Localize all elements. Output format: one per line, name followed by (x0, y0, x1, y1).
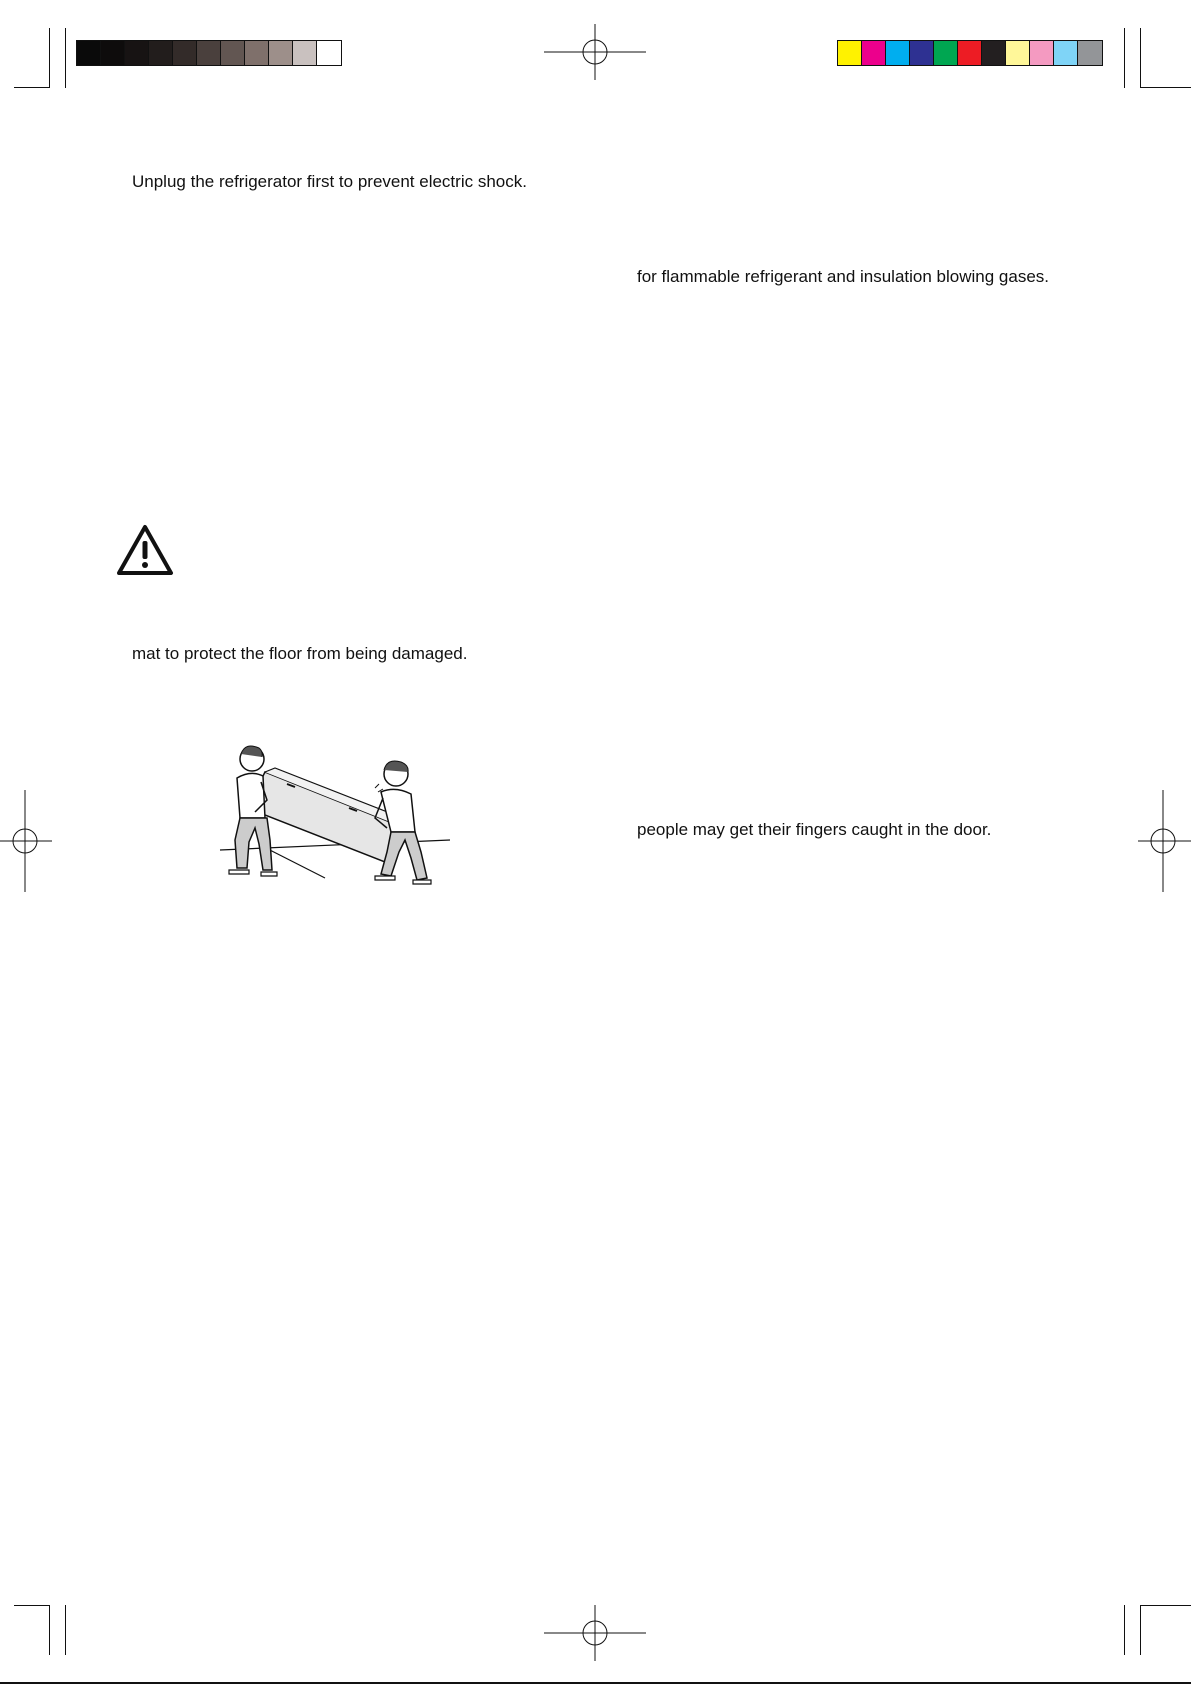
finger-caught-text: people may get their fingers caught in the door. (637, 820, 992, 839)
color-swatch (982, 41, 1006, 65)
floor-mat-text: mat to protect the floor from being damaged. (132, 644, 468, 663)
color-swatch (838, 41, 862, 65)
gray-swatch (125, 41, 149, 65)
color-swatch (1054, 41, 1078, 65)
gray-swatch (245, 41, 269, 65)
registration-target-top (544, 24, 646, 80)
registration-target-bottom (544, 1605, 646, 1661)
gray-swatch (197, 41, 221, 65)
color-swatch (1078, 41, 1102, 65)
bottom-edge-rule (0, 1682, 1191, 1684)
color-swatch (886, 41, 910, 65)
color-swatch (934, 41, 958, 65)
color-swatch (1006, 41, 1030, 65)
gray-swatch (101, 41, 125, 65)
registration-target-left (0, 790, 52, 892)
gray-calibration-strip (76, 40, 342, 66)
color-swatch (1030, 41, 1054, 65)
gray-swatch (77, 41, 101, 65)
gray-swatch (293, 41, 317, 65)
gray-swatch (317, 41, 341, 65)
color-calibration-strip (837, 40, 1103, 66)
two-people-carrying-refrigerator (215, 740, 455, 890)
color-swatch (958, 41, 982, 65)
gray-swatch (269, 41, 293, 65)
gray-swatch (221, 41, 245, 65)
warning-triangle-icon (116, 524, 174, 576)
color-swatch (862, 41, 886, 65)
gray-swatch (149, 41, 173, 65)
color-swatch (910, 41, 934, 65)
unplug-instruction: Unplug the refrigerator first to prevent electric shock. (132, 172, 527, 191)
gray-swatch (173, 41, 197, 65)
registration-target-right (1138, 790, 1191, 892)
flammable-refrigerant-text: for flammable refrigerant and insulation blowing gases. (637, 267, 1050, 286)
